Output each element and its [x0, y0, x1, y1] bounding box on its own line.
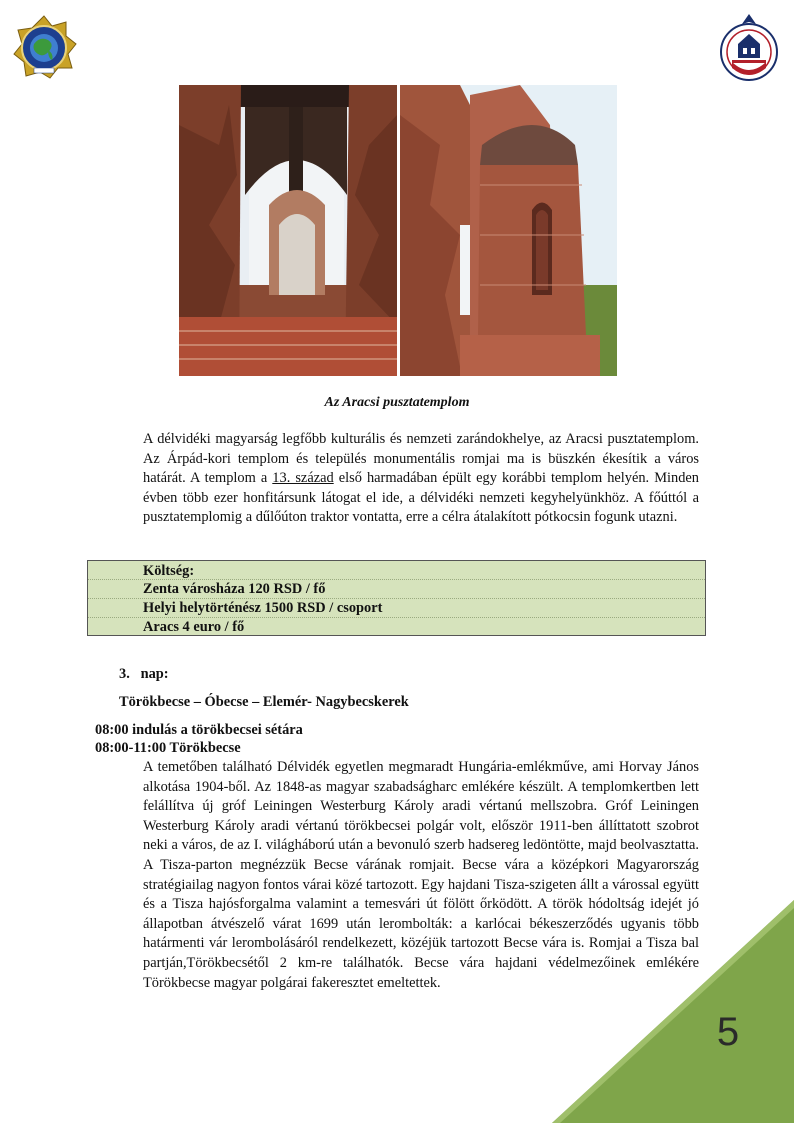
page-corner-triangle	[552, 900, 794, 1123]
page-number: 5	[716, 1010, 740, 1054]
cost-item: Helyi helytörténész 1500 RSD / csoport	[143, 600, 383, 616]
time-slot: 08:00-11:00 Törökbecse	[95, 740, 241, 756]
paragraph-text-end: első harmadában épült egy korábbi templom helyén. Minden évben több ezer honfitársunk látogat el ide, a délvidéki nemzeti kegyhelyünkhöz. A főúttól a pusztatemplomig a dűlőúton traktor vontatta, erre a célra átalakított pótkocsin fogunk utazni.	[143, 470, 699, 526]
cost-item: Aracs 4 euro / fő	[143, 619, 245, 635]
day-label: 3. nap:	[119, 666, 169, 682]
departure-time: 08:00 indulás a törökbecsei sétára	[95, 722, 303, 738]
organization-logo-right	[718, 12, 780, 82]
photo-caption: Az Aracsi pusztatemplom	[324, 395, 470, 410]
cost-title: Költség:	[143, 563, 195, 579]
aracs-description-paragraph	[143, 430, 699, 528]
church-apse-exterior-photo	[400, 85, 617, 376]
organization-logo-left	[10, 14, 78, 82]
cost-item: Zenta városháza 120 RSD / fő	[143, 581, 326, 597]
torokbecse-description-paragraph: A temetőben található Délvidék egyetlen megmaradt Hungária-emlékműve, ami Horvay János alkotása 1904-ből. Az 1848-as magyar szabadságharc emlékére készült. A templomkertben lett felállítva új gróf Leiningen Westerburg Károly aradi vértanú mellszobra. Gróf Leiningen Westerburg Károly aradi vértanú törökbecsei polgár volt, először 1911-ben állíttatott szobrot neki a város, de az I. világháború után a bevonuló szerb hadsereg ledöntötte, majd beolvasztatta. A Tisza-parton megnézzük Becse várának romjait. Becse vára a középkori Magyarország stratégiailag nagyon fontos várai közé tartozott. Egy hajdani Tisza-szigeten állt a várossal együtt és a Tisza hajósforgalma valamint a temesvári út fölött őrködött. A török hódoltság idejét jó állapotban átvészelő várat 1699 után lerombolták: a karlócai békeszerződés ugyanis több határmenti vár lerombolásáról rendelkezett, közéjük tartozott Becse vára is. Romjai a Tisza bal partján,Törökbecsétől 2 km-re találhatók. Becse vára hajdani védelmezőinek emlékére Törökbecse magyar polgárai fakeresztet emeltettek.	[143, 759, 699, 991]
day-route: Törökbecse – Óbecse – Elemér- Nagybecskerek	[119, 694, 409, 710]
paragraph-text-start: A délvidéki magyarság legfőbb kulturális és nemzeti zarándokhelye, az Aracsi pusztatemplom. Az Árpád-kori templom és település monumentális romjai ma is büszkén ékesítik a város határát. A templom a	[143, 431, 699, 487]
century-link[interactable]: 13. század	[272, 470, 334, 487]
church-ruin-interior-photo	[179, 85, 397, 376]
cost-box	[87, 560, 706, 636]
